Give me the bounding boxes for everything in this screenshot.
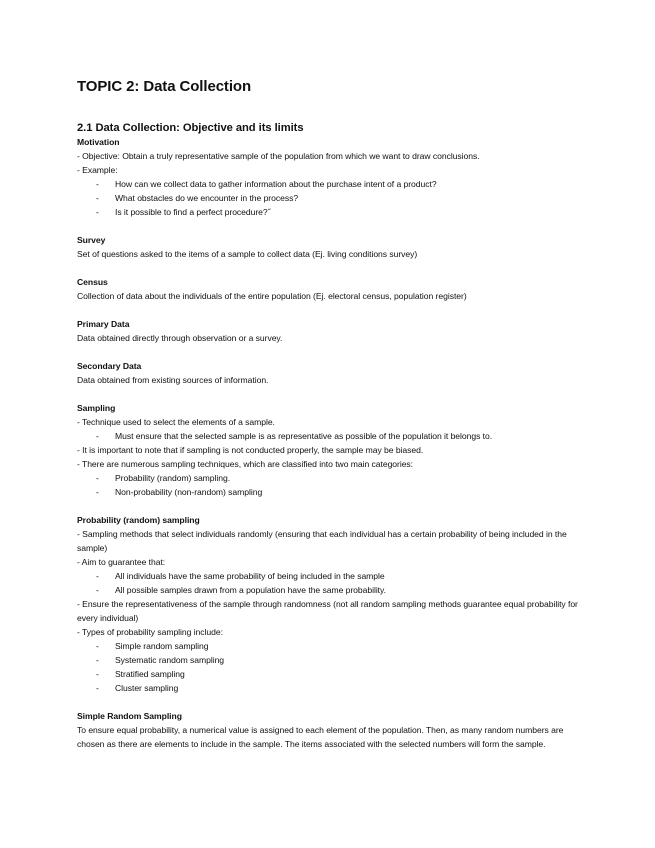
list-item: - Stratified sampling <box>77 667 582 681</box>
list-item: - Cluster sampling <box>77 681 582 695</box>
probability-line: - Sampling methods that select individuals randomly (ensuring that each individual has a certain probability of being included in the sample) <box>77 529 567 553</box>
sampling-line: - Technique used to select the elements of a sample. <box>77 417 275 427</box>
probability-line: - Types of probability sampling include: <box>77 627 223 637</box>
survey-heading: Survey <box>77 235 106 245</box>
list-item: - Simple random sampling <box>77 639 582 653</box>
motivation-block <box>77 135 582 219</box>
list-item: - Non-probability (non-random) sampling <box>77 485 582 499</box>
census-heading: Census <box>77 277 108 287</box>
secondary-data-heading: Secondary Data <box>77 361 142 371</box>
secondary-data-block <box>77 359 582 387</box>
sampling-line: - It is important to note that if sampling is not conducted properly, the sample may be biased. <box>77 445 424 455</box>
secondary-data-text: Data obtained from existing sources of information. <box>77 375 269 385</box>
motivation-line: - Objective: Obtain a truly representative sample of the population from which we want to draw conclusions. <box>77 151 480 161</box>
sampling-bullets <box>77 429 582 443</box>
sampling-line: - There are numerous sampling techniques, which are classified into two main categories: <box>77 459 414 469</box>
census-block <box>77 275 582 303</box>
list-item: - All individuals have the same probability of being included in the sample <box>77 569 582 583</box>
primary-data-heading: Primary Data <box>77 319 130 329</box>
probability-line: - Ensure the representativeness of the sample through randomness (not all random sampling methods guarantee equal probability for every individual) <box>77 599 578 623</box>
motivation-line: - Example: <box>77 165 118 175</box>
census-text: Collection of data about the individuals of the entire population (Ej. electoral census, population register) <box>77 291 467 301</box>
simple-random-sampling-block <box>77 709 582 751</box>
primary-data-block <box>77 317 582 345</box>
probability-aims <box>77 569 582 597</box>
motivation-bullets <box>77 177 582 219</box>
sampling-categories <box>77 471 582 499</box>
motivation-heading: Motivation <box>77 137 120 147</box>
survey-text: Set of questions asked to the items of a sample to collect data (Ej. living conditions survey) <box>77 249 418 259</box>
list-item: - What obstacles do we encounter in the process? <box>77 191 582 205</box>
simple-random-heading: Simple Random Sampling <box>77 711 182 721</box>
list-item: - Must ensure that the selected sample is as representative as possible of the population it belongs to. <box>77 429 582 443</box>
list-item: - How can we collect data to gather information about the purchase intent of a product? <box>77 177 582 191</box>
list-item: - Systematic random sampling <box>77 653 582 667</box>
survey-block <box>77 233 582 261</box>
probability-sampling-heading: Probability (random) sampling <box>77 515 200 525</box>
list-item: - Is it possible to find a perfect procedure?˝ <box>77 205 582 219</box>
sampling-block <box>77 401 582 499</box>
simple-random-text: To ensure equal probability, a numerical value is assigned to each element of the population. Then, as many random numbers are chosen as there are elements to include in the sample. The items associated with the selected numbers will form the sample. <box>77 725 564 749</box>
list-item: - All possible samples drawn from a population have the same probability. <box>77 583 582 597</box>
probability-types <box>77 639 582 695</box>
page-title: TOPIC 2: Data Collection <box>77 78 252 95</box>
document-content <box>77 121 582 765</box>
primary-data-text: Data obtained directly through observation or a survey. <box>77 333 283 343</box>
sampling-heading: Sampling <box>77 403 116 413</box>
list-item: - Probability (random) sampling. <box>77 471 582 485</box>
probability-line: - Aim to guarantee that: <box>77 557 166 567</box>
probability-sampling-block <box>77 513 582 695</box>
section-title: 2.1 Data Collection: Objective and its limits <box>77 122 304 134</box>
